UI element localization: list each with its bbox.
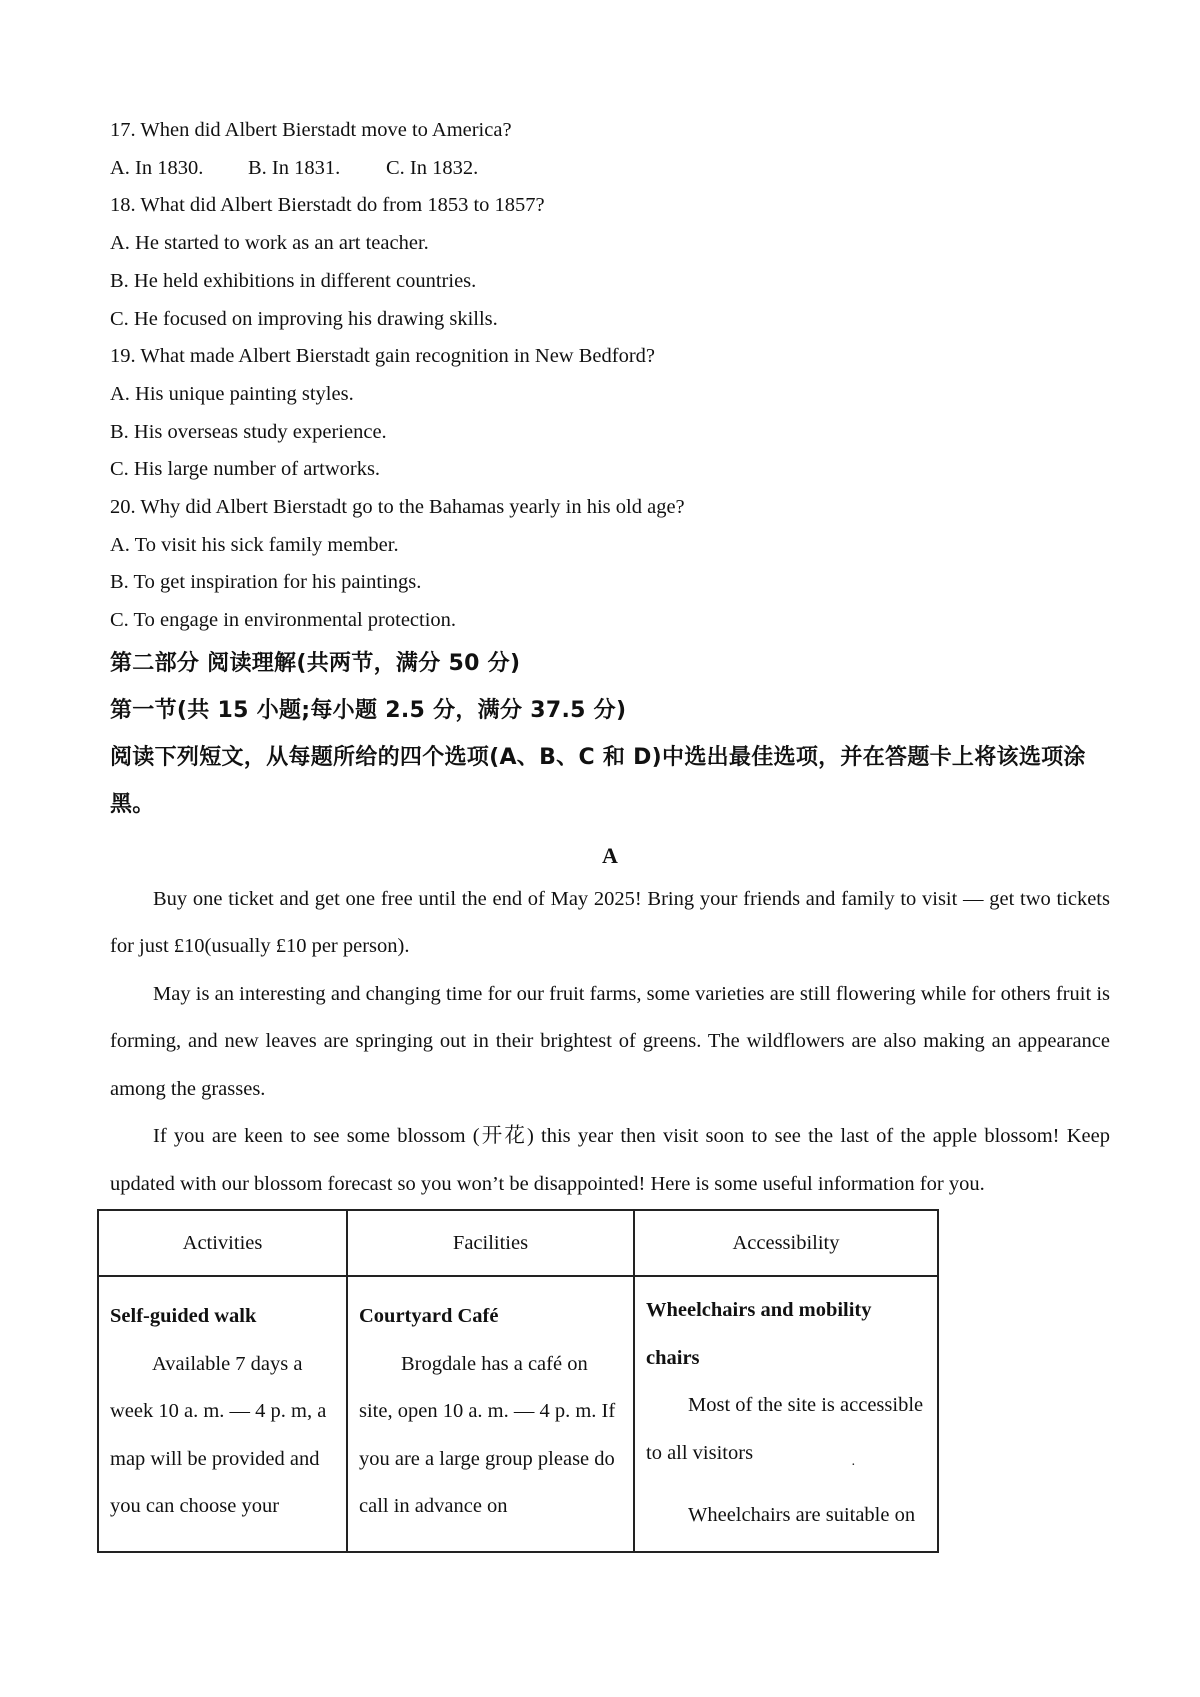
option-c: C. In 1832. [386, 156, 479, 179]
table-row [98, 1276, 938, 1552]
cell-heading: Wheelchairs and mobility chairs [646, 1299, 872, 1369]
option-a: A. He started to work as an art teacher. [110, 232, 429, 255]
question-17-stem: 17. When did Albert Bierstadt move to America? [110, 119, 512, 141]
question-19-stem: 19. What made Albert Bierstadt gain recognition in New Bedford? [110, 345, 656, 368]
header-activities: Activities [98, 1210, 347, 1276]
question-18-stem: 18. What did Albert Bierstadt do from 1853 to 1857? [110, 194, 545, 217]
option-c: C. To engage in environmental protection. [110, 609, 457, 632]
facilities-cell [347, 1276, 634, 1552]
part-title: 第二部分 阅读理解(共两节，满分 50 分) [110, 650, 521, 676]
option-a: A. To visit his sick family member. [110, 533, 399, 556]
option-b: B. In 1831. [248, 156, 341, 179]
stray-dot: · [851, 1458, 856, 1473]
cell-heading: Courtyard Café [359, 1305, 499, 1327]
option-c: C. He focused on improving his drawing skills. [110, 307, 498, 330]
cell-body: Available 7 days a week 10 a. m. — 4 p. m, a map will be provided and you can choose your [110, 1352, 327, 1517]
option-b: B. To get inspiration for his paintings. [110, 571, 422, 594]
cell-heading: Self-guided walk [110, 1305, 257, 1327]
header-facilities: Facilities [347, 1210, 634, 1276]
passage-paragraph: May is an interesting and changing time for our fruit farms, some varieties are still flowering while for others fruit is forming, and new leaves are springing out in their brightest of greens. The wildflowers are also making an appearance among the grasses. [110, 982, 1110, 1100]
passage-letter: A [602, 842, 618, 868]
activities-cell [98, 1276, 347, 1552]
cell-body: Brogdale has a café on site, open 10 a. m. — 4 p. m. If you are a large group please do call in advance on [359, 1352, 616, 1517]
document-page [110, 112, 1110, 1208]
option-b: B. He held exhibitions in different countries. [110, 269, 477, 292]
header-accessibility: Accessibility [634, 1210, 938, 1276]
option-a: A. His unique painting styles. [110, 382, 354, 405]
passage-paragraph: If you are keen to see some blossom (开花) this year then visit soon to see the last of the apple blossom! Keep updated with our blossom forecast so you won’t be disappointed! Here is some useful information for you. [110, 1125, 1110, 1195]
option-c: C. His large number of artworks. [110, 458, 381, 481]
instruction-text: 阅读下列短文，从每题所给的四个选项(A、B、C 和 D)中选出最佳选项，并在答题卡上将该选项涂黑。 [110, 744, 1086, 817]
info-table [97, 1209, 939, 1553]
section-title: 第一节(共 15 小题;每小题 2.5 分，满分 37.5 分) [110, 697, 627, 723]
cell-body: Most of the site is accessible to all visitors [646, 1394, 924, 1464]
option-b: B. His overseas study experience. [110, 420, 387, 443]
option-a: A. In 1830. [110, 156, 204, 179]
accessibility-cell [634, 1276, 938, 1552]
question-20-stem: 20. Why did Albert Bierstadt go to the Bahamas yearly in his old age? [110, 496, 685, 519]
passage-paragraph: Buy one ticket and get one free until the end of May 2025! Bring your friends and family to visit — get two tickets for just £10(usually £10 per person). [110, 887, 1110, 958]
table-header-row [98, 1210, 938, 1276]
cell-body-continued: Wheelchairs are suitable on [688, 1504, 916, 1526]
question-17-options [110, 150, 1110, 188]
